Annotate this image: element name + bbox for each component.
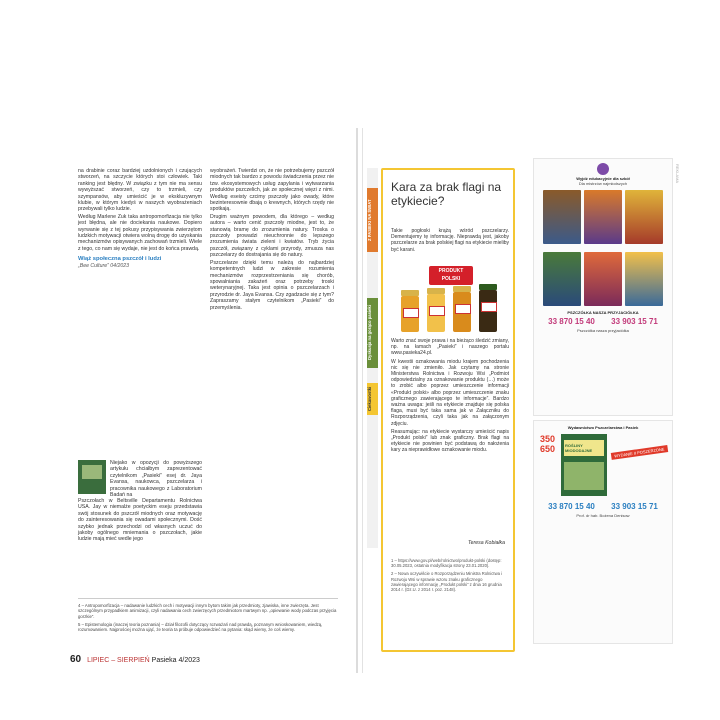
ad-footer: Pszczółka nasza przyjaciółka (577, 328, 629, 333)
author-signature: Teresa Kobiałka (467, 540, 505, 546)
left-col1-para: Według Marlene Zuk taka antropomorfizacja nie tylko jest błędna, ale nie dociekania naukowe. Dopiero wyrwanie się z tej pokusy przypisywania zwierzętom ludzkich motywacji otwiera wolną drogę do uzyskania mechanizmów opisywanych zachowań trzmieli. Wiele z tego, co nam się wydaje, nie jest do końca prawdą. (78, 213, 202, 252)
book-cover-image (78, 460, 106, 494)
article-references (391, 558, 509, 595)
left-text-after-book: Pszczołach w Beltsville Departamentu Rolnictwa USA. Jay w niemalże poetyckim eseju przedstawia swój stosunek do pszczół miodnych oraz motywację do zainteresowania się owadami społecznymi. Dość szybko jednak przechodzi od własnych uczuć do jakoby ogólnego mniemania o pszczołach, jakie ludzie mają mieć wedle jego (78, 498, 202, 543)
book-cover-image (561, 434, 607, 496)
left-column-1 (78, 168, 202, 448)
left-col1-para: na drabinie coraz bardziej uzdolnionych i czujących stworzeń, na szczycie których stoi człowiek. Taki ranking jest błędny. W związku z tym nie ma sensu wywyższać stworzeń, czy to trzmieli, czy szympansów, aby umieścić je w ekskluzywnym klubie, w którym kiedyś w naszych wyobrażeniach przebywali tylko ludzie. (78, 168, 202, 213)
advertisement-film (533, 158, 673, 416)
phone-2: 33 903 15 71 (611, 317, 658, 326)
folio-month: LIPIEC – SIERPIEŃ (87, 657, 150, 664)
article-title: Kara za brak flagi na etykiecie? (391, 180, 502, 208)
honey-jar (427, 294, 445, 332)
reference: 1 – https://www.gov.pl/web/rolnictwo/produkt-polski (dostęp: 30.05.2023, ostatnia modyfikacja strony 23.01.2020). (391, 558, 502, 569)
section-tab: Z PASIEKI NA ŚWIAT (367, 188, 378, 252)
ad-logo-icon (597, 163, 609, 175)
ad-heading: Wyjdź edukacyjnie dla szkół (576, 176, 630, 181)
article-box (381, 168, 515, 652)
price-a: 350 (540, 434, 556, 444)
reference: 2 – Nowa oczywiście o Rozporządzeniu Ministra Rolnictwa i Rozwoju Wsi w sprawie wzoru znaku graficznego zawierającego informację „Produkt polski” z dnia 16 grudnia 2014 r. (Dz.U. z 2014 r. poz. 2148). (391, 571, 503, 593)
section-source: „Bee Culture” 04/2023 (78, 262, 130, 269)
ad-subline: Dla mistrzów najmłodszych (578, 181, 628, 186)
article-intro: Takie pogłoski krążą wśród pszczelarzy. Dementujemy tę informację. Nieprawdą jest, jakoby pszczelarze za brak polskiej flagi na etykiecie mieliby być karani. (391, 228, 509, 253)
honey-jars-photo (399, 266, 503, 332)
section-tab: Ciekawostki (367, 383, 378, 415)
article-para: W kwestii oznakowania miodu krajem pochodzenia nic się nie zmieniło. Jak czytamy na stronie Ministerstwa Rolnictwa i Rozwoju Wsi „Podmiot odpowiedzialny za oznakowanie produktu (…) może to zrobić albo poprzez umieszczenie informacji «Produkt polski» albo poprzez umieszczenie znaku graficznego zawierającego te informacje”. Bardzo ważna uwaga: jeśli na etykiecie znajduje się polska flaga, musi być taka sama jak w Załączniku do Rozporządzenia, czyli taka jak na załączonym zdjęciu. (391, 358, 509, 427)
right-page (362, 128, 679, 673)
left-col2-para: Pszczelarze dzięki temu należą do najbardziej kompetentnych ludzi w zakresie rozumienia mechanizmów rozprzestrzeniania się chorób, spowalniania zakażeń oraz potrzeby troski weterynaryjnej. Taka jest opinia o pszczelarzach i przyrodzie dr. Jaya Evansa. Czy zgadzacie się z tym? Zapraszamy stałym czytelnikom „Pasieki” do przemyślenia. (210, 259, 334, 311)
promo-ribbon: WYDANIE II POSZERZONE (611, 445, 668, 460)
article-para: Reasumując: na etykiecie wystarczy umieścić napis „Produkt polski” lub znak graficzny. Brak flagi na etykiecie nie powinien być podstawą do nałożenia kary za nieprawidłowe oznakowanie miodu. (391, 428, 509, 454)
left-col2-para: Drugim ważnym powodem, dla którego – według autora – warto cenić pszczoły miodne, jest to, że stanowią bramę do zrozumienia natury. Troska o pszczoły prowadzi nieuchronnie do lepszego zrozumienia świata zieleni i kwiatów. Tryb życia pszczół, związany z cyklami przyrody, zmusza nas pszczelarzy do dostrajania się do natury. (210, 213, 334, 259)
folio-issue: Pasieka 4/2023 (151, 657, 200, 664)
ad-prices (540, 434, 555, 496)
film-poster-image (584, 252, 622, 306)
honey-jar (401, 296, 419, 332)
footnotes (78, 598, 338, 635)
phone-2: 33 903 15 71 (611, 502, 658, 511)
book-title: ROŚLINY MIODODAJNE (565, 443, 593, 453)
footnote: 4 – Antropomorfizacja – nadawanie ludzkich cech i motywacji innym bytom takim jak przedmioty, zjawiska, inne zwierzęta. Jest szczególnym przypadkiem animizacji, czyli nadawania cech zwierzęcych przedmiotom martwym np. „opiewanie wody podczas przyjęcia gorzkie”. (78, 603, 337, 619)
ad-footer: Prof. dr hab. Bożena Denisow (576, 513, 630, 518)
honey-jar (453, 292, 471, 332)
left-text-beside-book: Niejako w opozycji do powyższego artykułu chciałbym zaprezentować czytelnikom „Pasieki” esej dr. Jaya Evansa, naukowca, pszczelarza i pracownika naukowego z Laboratorium Badań na (110, 460, 202, 499)
left-column-2 (210, 168, 334, 568)
phone-1: 33 870 15 40 (548, 502, 595, 511)
side-caption: REKLAMA (675, 164, 680, 184)
price-b: 650 (540, 444, 556, 454)
article-para: Warto znać swoje prawa i na bieżąco śledzić zmiany, np. na łamach „Pasieki” i naszego portalu www.pasieka24.pl. (391, 338, 509, 357)
film-posters (534, 186, 672, 248)
section-tab: Dyskusja na gorąco pasieki (367, 298, 378, 368)
produkt-polski-badge (429, 266, 473, 285)
article-body (391, 338, 509, 456)
section-tab-strip (367, 168, 378, 548)
honey-jar (479, 290, 497, 332)
film-poster-image (543, 190, 581, 244)
badge-line-1: PRODUKT (438, 268, 464, 274)
ad-film-title: PSZCZÓŁKA NASZA PRZYJACIÓŁKA (567, 310, 639, 315)
film-poster-image (584, 190, 622, 244)
spine-divider (356, 128, 358, 673)
ad-phone (548, 502, 595, 511)
ad-contact (534, 500, 672, 513)
badge-line-2: POLSKI (441, 276, 461, 282)
film-poster-image (625, 190, 663, 244)
ad-phone (611, 502, 658, 511)
left-col2-para: wyobrażeń. Twierdzi on, że nie potrzebujemy pszczół miodnych tak bardzo z powodu świadczenia przez nie tzw. ekosystemowych usług zapylania i wytwarzania produktów pszczelich, jak ze społecznej więzi z nimi. Według eseisty czcimy pszczoły jako owady, które bezinteresownie dbają o krewnych, których rzędy nie spotkają. (210, 168, 334, 213)
page-folio (70, 654, 200, 665)
ad-book-body (534, 430, 672, 500)
phone-1: 33 870 15 40 (548, 317, 595, 326)
ad-contact (534, 315, 672, 328)
left-page (50, 128, 350, 673)
ad-phone (611, 317, 658, 326)
page-number: 60 (70, 654, 82, 665)
advertisement-book (533, 420, 673, 644)
film-posters-row-2 (534, 248, 672, 310)
film-poster-image (625, 252, 663, 306)
film-poster-image (543, 252, 581, 306)
section-subheading: Wiąż społeczna pszczół i ludzi (78, 256, 162, 263)
ad-phone (548, 317, 595, 326)
footnote: 5 – Epistemologia (inaczej teoria poznania) – dział filozofii dotyczący rozważań nad prawdą, poznanym wnioskowaniem, wiedzą, rozumowaniem. Najprościej można ująć, że teoria ta próbuje odpowiedzieć na pytania: skąd wiemy, że coś wiemy. (78, 621, 323, 633)
ad-heading: Wydawnictwo Pszczelarstwa i Pasiek (567, 425, 639, 430)
